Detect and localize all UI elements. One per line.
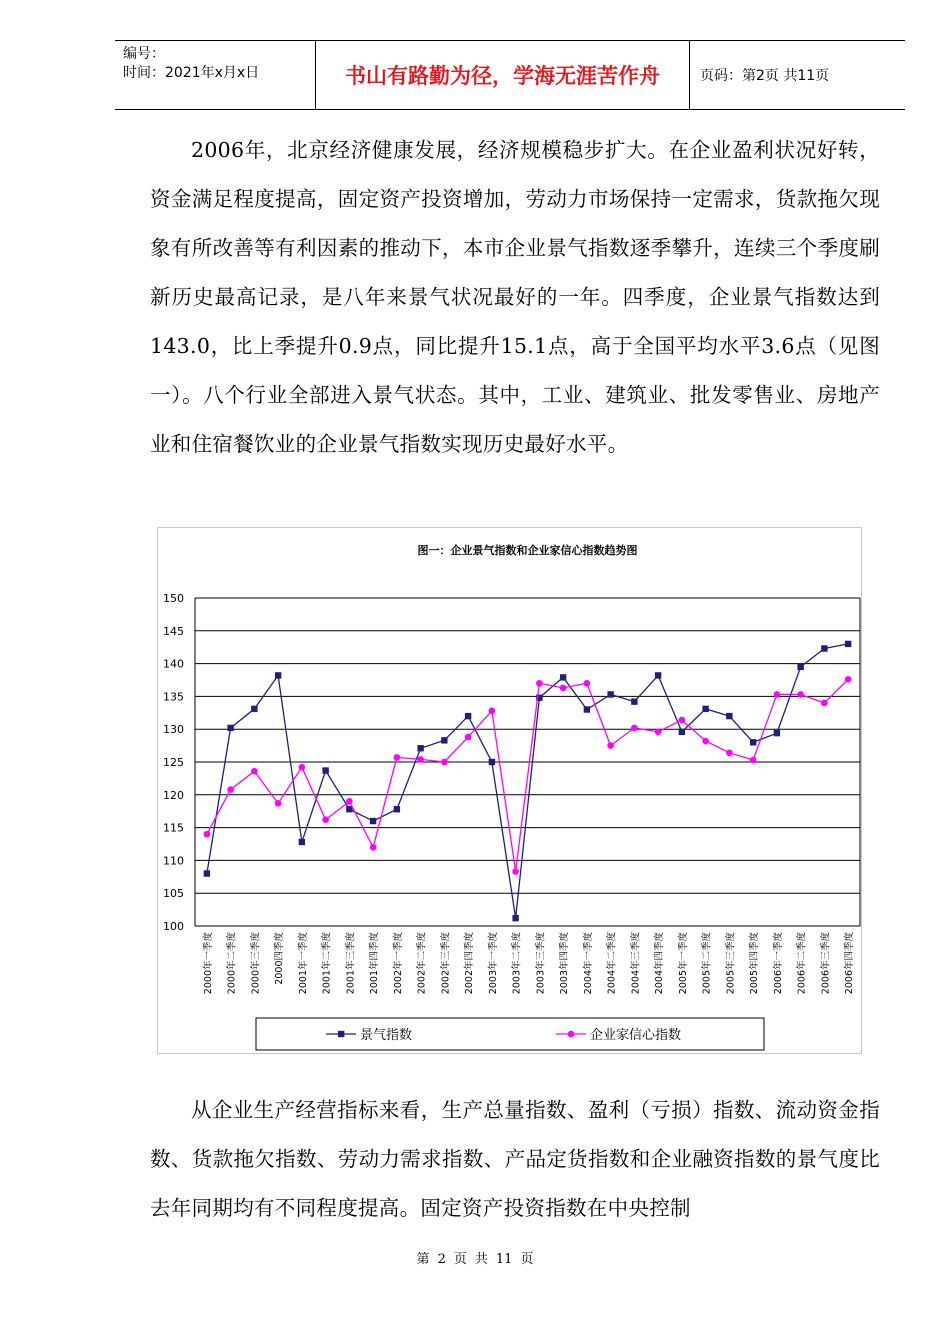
series-point [702, 706, 708, 712]
series-point [441, 737, 447, 743]
footer-d: 页 [520, 1252, 534, 1267]
series-point [322, 816, 329, 823]
series-point [251, 768, 258, 775]
header-meta [115, 41, 316, 109]
chart-title: 图一：企业景气指数和企业家信心指数趋势图 [417, 544, 638, 557]
series-point [679, 717, 686, 724]
legend-swatch-marker [338, 1031, 344, 1037]
series-point [607, 691, 613, 697]
series-point [845, 676, 852, 683]
series-point [417, 756, 424, 763]
x-tick-label: 2003年三季度 [535, 932, 547, 995]
y-tick-label: 125 [163, 756, 184, 769]
x-tick-label: 2003年四季度 [559, 932, 571, 995]
series-point [322, 767, 328, 773]
series-point [370, 844, 377, 851]
x-tick-label: 2001年三季度 [345, 932, 357, 995]
series-point [750, 739, 756, 745]
series-point [631, 698, 637, 704]
x-tick-label: 2003年一季度 [487, 932, 499, 995]
header-page-label: 页码：第2页 共11页 [700, 68, 830, 84]
x-tick-label: 2002年三季度 [440, 932, 452, 995]
x-tick-label: 2000四季度 [274, 932, 286, 985]
series-point [560, 674, 566, 680]
series-point [394, 754, 401, 761]
series-point [441, 759, 448, 766]
series-point [465, 734, 472, 741]
paragraph-indicators: 从企业生产经营指标来看，生产总量指数、盈利（亏损）指数、流动资金指数、货款拖欠指数、劳动力需求指数、产品定货指数和企业融资指数的景气度比去年同期均有不同程度提高。固定资产投资指数在中央控制 [150, 1098, 880, 1220]
series-point [370, 818, 376, 824]
time-label: 时间：2021年x月x日 [123, 65, 260, 81]
series-point [465, 713, 471, 719]
y-tick-label: 100 [163, 920, 184, 933]
series-point [584, 680, 591, 687]
y-tick-label: 145 [163, 624, 184, 638]
series-point [774, 730, 780, 736]
y-tick-label: 140 [163, 657, 184, 671]
series-point [299, 764, 306, 771]
series-point [655, 672, 661, 678]
series-point [702, 738, 709, 745]
series-point [797, 691, 804, 698]
series-point [821, 645, 827, 651]
series-point [512, 915, 518, 921]
series-point [774, 691, 781, 698]
series-point [275, 672, 281, 678]
paragraph-intro: 2006年，北京经济健康发展，经济规模稳步扩大。在企业盈利状况好转，资金满足程度提高，固定资产投资增加，劳动力市场保持一定需求，货款拖欠现象有所改善等有利因素的推动下，本市企业景气指数逐季攀升，连续三个季度刷新历史最高记录，是八年来景气状况最好的一年。四季度，企业景气指数达到143.0，比上季提升0.9点，同比提升15.1点，高于全国平均水平3.6点（见图一）。八个行业全部进入景气状态。其中，工业、建筑业、批发零售业、房地产业和住宿餐饮业的企业景气指数实现历史最好水平。 [150, 138, 880, 456]
y-tick-label: 115 [163, 821, 184, 835]
series-point [584, 706, 590, 712]
x-tick-label: 2002年四季度 [464, 932, 476, 995]
y-tick-label: 105 [163, 887, 184, 901]
series-point [489, 759, 495, 765]
x-tick-label: 2006年三季度 [820, 932, 832, 995]
legend-swatch-marker [568, 1031, 575, 1038]
serial-label: 编号： [123, 46, 165, 62]
trend-chart-svg [158, 528, 861, 1053]
x-tick-label: 2005年一季度 [677, 932, 689, 995]
x-tick-label: 2006年二季度 [796, 932, 808, 995]
series-point [251, 706, 257, 712]
x-tick-label: 2004年三季度 [630, 932, 642, 995]
series-point [204, 870, 210, 876]
series-point [512, 868, 519, 875]
footer-page: 2 [437, 1252, 446, 1267]
footer-b: 页 [453, 1252, 467, 1267]
x-tick-label: 2002年二季度 [416, 932, 428, 995]
x-tick-label: 2005年三季度 [725, 932, 737, 995]
x-tick-label: 2006年一季度 [772, 932, 784, 995]
legend-label: 景气指数 [360, 1028, 413, 1043]
x-tick-label: 2002年一季度 [392, 932, 404, 995]
series-point [655, 729, 662, 736]
x-tick-label: 2000年二季度 [226, 932, 238, 995]
x-tick-label: 2001年四季度 [369, 932, 381, 995]
x-tick-label: 2005年二季度 [701, 932, 713, 995]
x-tick-label: 2001年一季度 [297, 932, 309, 995]
x-tick-label: 2006年四季度 [844, 932, 856, 995]
series-point [394, 806, 400, 812]
trend-chart [157, 527, 862, 1054]
series-point [797, 664, 803, 670]
x-tick-label: 2000年一季度 [202, 932, 214, 995]
series-point [227, 725, 233, 731]
series-point [204, 831, 211, 838]
series-point [536, 680, 543, 687]
series-point [607, 742, 614, 749]
y-tick-label: 150 [163, 592, 184, 605]
x-tick-label: 2003年二季度 [511, 932, 523, 995]
series-point [275, 800, 282, 807]
series-point [726, 713, 732, 719]
series-point [726, 750, 733, 757]
series-point [417, 745, 423, 751]
x-tick-label: 2004年二季度 [606, 932, 618, 995]
series-point [845, 641, 851, 647]
series-point [489, 708, 496, 715]
series-point [227, 786, 234, 793]
series-point [346, 798, 353, 805]
footer-a: 第 [416, 1252, 430, 1267]
series-point [821, 700, 828, 707]
y-tick-label: 135 [163, 690, 184, 704]
series-point [631, 725, 638, 732]
x-tick-label: 2005年四季度 [749, 932, 761, 995]
x-tick-label: 2004年一季度 [582, 932, 594, 995]
series-point [560, 685, 567, 692]
legend-label: 企业家信心指数 [590, 1028, 682, 1043]
header-motto: 书山有路勤为径，学海无涯苦作舟 [316, 41, 690, 109]
page-footer [0, 1248, 950, 1267]
page-header [115, 40, 905, 110]
series-point [750, 757, 757, 764]
x-tick-label: 2000年三季度 [250, 932, 262, 995]
footer-c: 共 [474, 1252, 488, 1267]
x-tick-label: 2001年二季度 [321, 932, 333, 995]
y-tick-label: 120 [163, 788, 184, 802]
y-tick-label: 110 [163, 854, 184, 868]
footer-total: 11 [495, 1252, 513, 1267]
series-point [679, 729, 685, 735]
x-tick-label: 2004年四季度 [654, 932, 666, 995]
series-point [299, 839, 305, 845]
y-tick-label: 130 [163, 723, 184, 737]
